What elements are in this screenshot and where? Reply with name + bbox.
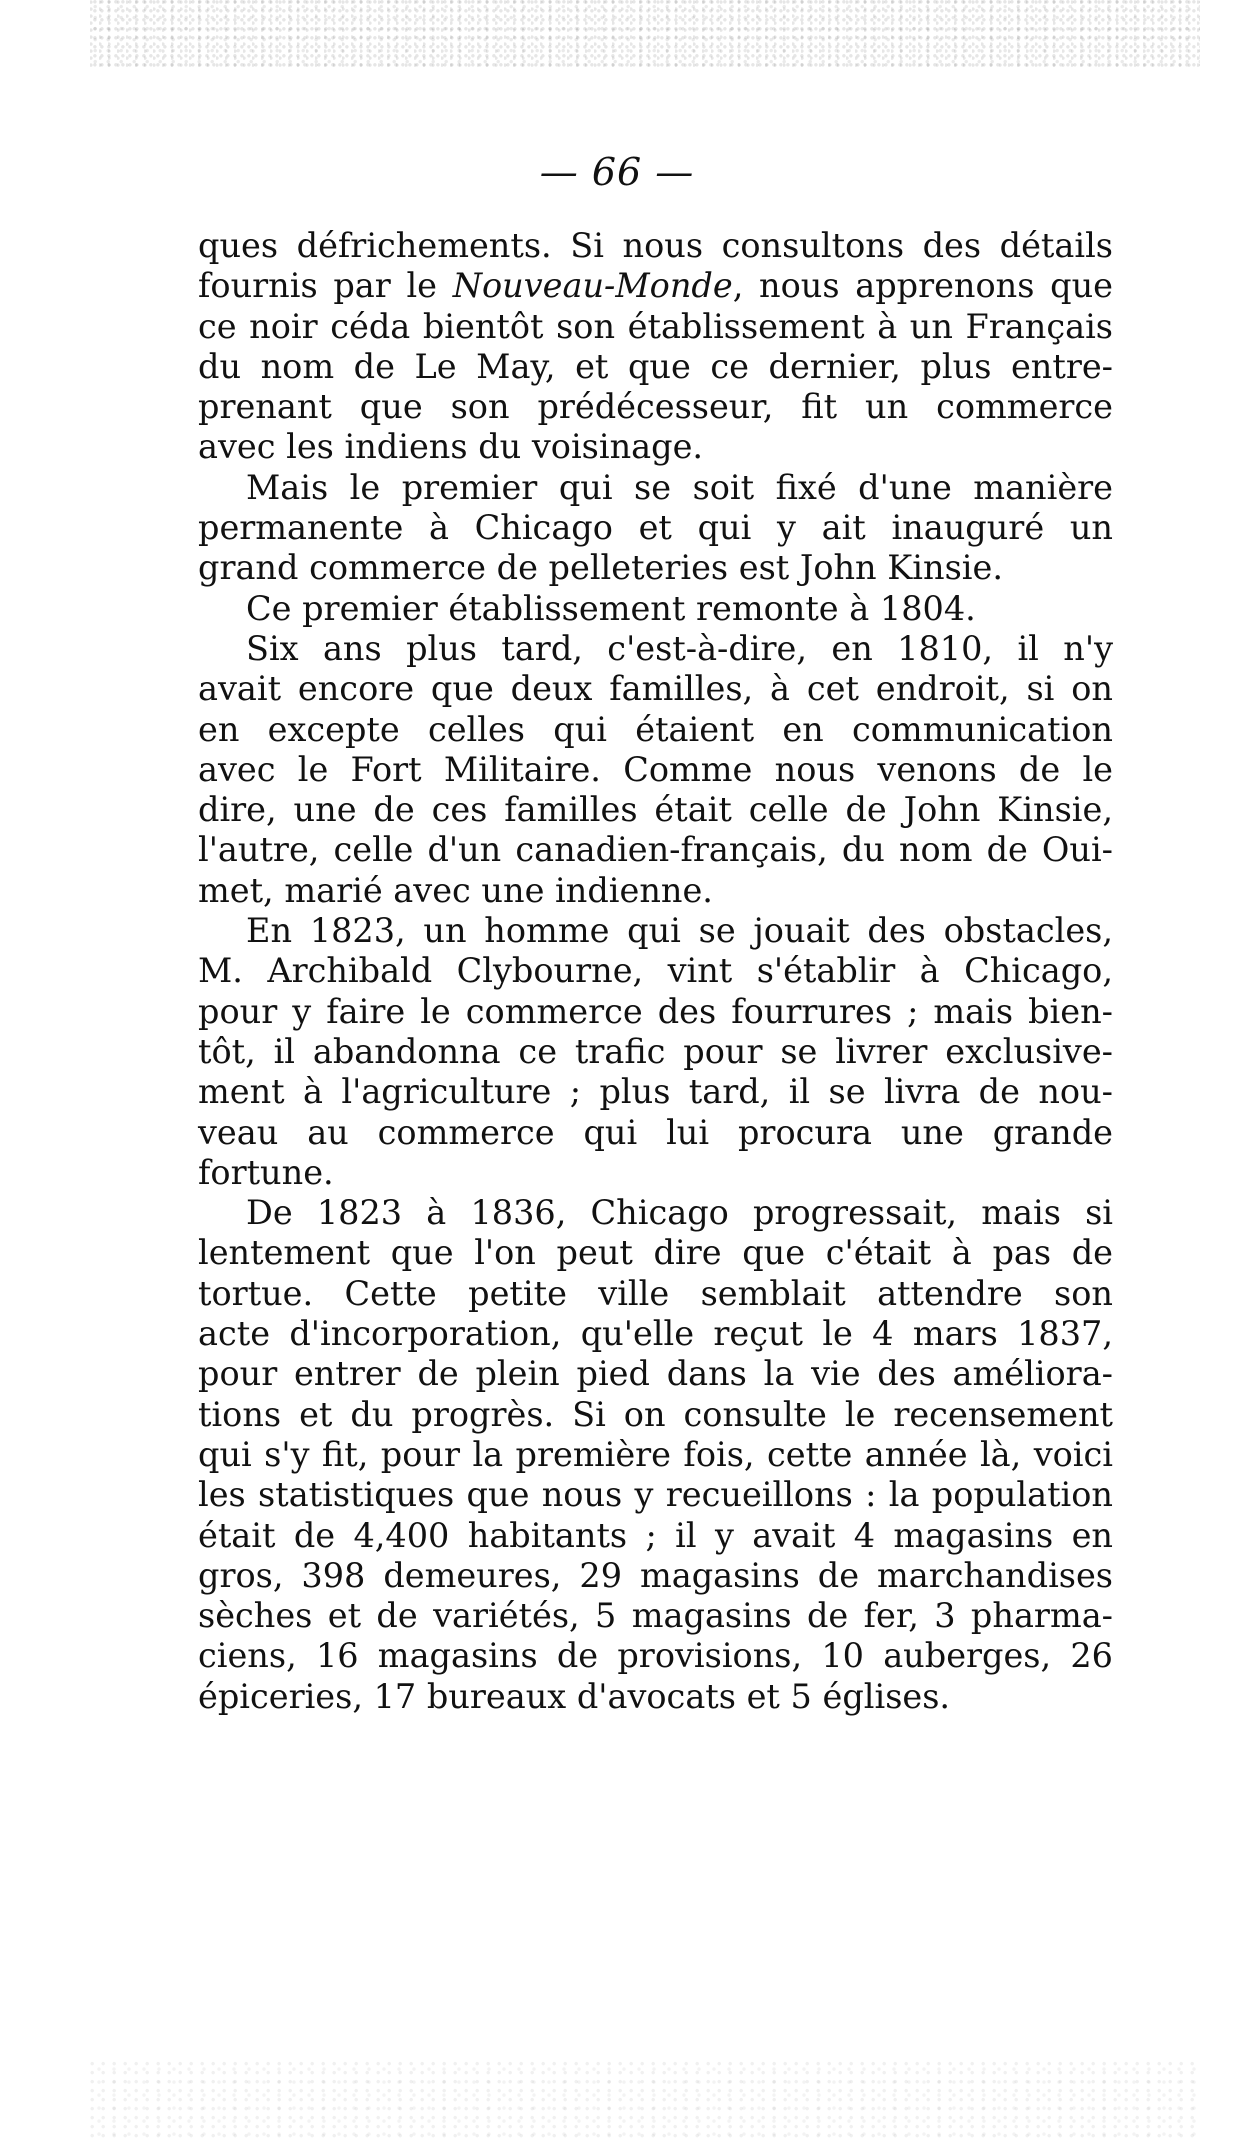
- text-line: Ce premier établissement remonte à 1804.: [246, 588, 976, 628]
- text-line: M. Archibald Clybourne, vint s'établir à Chicago,: [198, 951, 1113, 991]
- text-line: en excepte celles qui étaient en communication: [198, 709, 1113, 749]
- text-line: sèches et de variétés, 5 magasins de fer, 3 pharma-: [198, 1596, 1113, 1636]
- text-line: ciens, 16 magasins de provisions, 10 auberges, 26: [198, 1636, 1113, 1676]
- text-line: tôt, il abandonna ce trafic pour se livrer exclusive-: [198, 1031, 1113, 1071]
- text-line: fortune.: [198, 1152, 334, 1192]
- text-line: pour y faire le commerce des fourrures ; mais bien-: [198, 991, 1113, 1031]
- text-line: met, marié avec une indienne.: [198, 870, 713, 910]
- text-line: fournis par le Nouveau-Monde, nous apprenons que: [198, 266, 1113, 306]
- text-line: tortue. Cette petite ville semblait attendre son: [198, 1273, 1113, 1313]
- text-line: avec les indiens du voisinage.: [198, 427, 704, 467]
- text-line: les statistiques que nous y recueillons : la population: [198, 1475, 1113, 1515]
- text-line: prenant que son prédécesseur, fit un commerce: [198, 387, 1113, 427]
- text-line: permanente à Chicago et qui y ait inauguré un: [198, 508, 1113, 548]
- paragraph: [198, 911, 1113, 1193]
- italic-title: Nouveau-Monde: [452, 266, 733, 306]
- text-line: avec le Fort Militaire. Comme nous venons de le: [198, 749, 1113, 789]
- paragraph: [198, 1193, 1113, 1717]
- text-line: ce noir céda bientôt son établissement à un Français: [198, 306, 1113, 346]
- text-line: grand commerce de pelleteries est John Kinsie.: [198, 548, 1003, 588]
- paragraph: [198, 629, 1113, 911]
- page-number: — 66 —: [539, 150, 695, 194]
- text-line: gros, 398 demeures, 29 magasins de marchandises: [198, 1555, 1113, 1595]
- text-line: acte d'incorporation, qu'elle reçut le 4 mars 1837,: [198, 1314, 1113, 1354]
- text-line: En 1823, un homme qui se jouait des obstacles,: [246, 911, 1113, 951]
- text-line: ques défrichements. Si nous consultons des détails: [198, 226, 1113, 265]
- text-line: du nom de Le May, et que ce dernier, plus entre-: [198, 346, 1113, 386]
- paragraph: [198, 589, 1113, 629]
- body-text: [198, 226, 1113, 1717]
- text-line: tions et du progrès. Si on consulte le recensement: [198, 1394, 1113, 1434]
- text-line: l'autre, celle d'un canadien-français, du nom de Oui-: [198, 830, 1113, 870]
- paragraph: [198, 468, 1113, 589]
- text-line: lentement que l'on peut dire que c'était à pas de: [198, 1233, 1113, 1273]
- text-line: veau au commerce qui lui procura une grande: [198, 1112, 1113, 1152]
- text-line: Mais le premier qui se soit fixé d'une manière: [246, 467, 1113, 507]
- text-line: qui s'y fit, pour la première fois, cette année là, voici: [198, 1434, 1113, 1474]
- scan-noise-top: [90, 0, 1200, 70]
- text-line: pour entrer de plein pied dans la vie des améliora-: [198, 1354, 1113, 1394]
- text-line: épiceries, 17 bureaux d'avocats et 5 églises.: [198, 1676, 951, 1716]
- paragraph: [198, 226, 1113, 468]
- text-line: avait encore que deux familles, à cet endroit, si on: [198, 669, 1113, 709]
- text-line: dire, une de ces familles était celle de John Kinsie,: [198, 790, 1113, 830]
- text-line: était de 4,400 habitants ; il y avait 4 magasins en: [198, 1515, 1113, 1555]
- text-line: De 1823 à 1836, Chicago progressait, mais si: [246, 1193, 1113, 1233]
- scan-noise-bottom: [90, 2060, 1200, 2138]
- text-line: Six ans plus tard, c'est-à-dire, en 1810, il n'y: [246, 628, 1113, 668]
- text-line: ment à l'agriculture ; plus tard, il se livra de nou-: [198, 1072, 1113, 1112]
